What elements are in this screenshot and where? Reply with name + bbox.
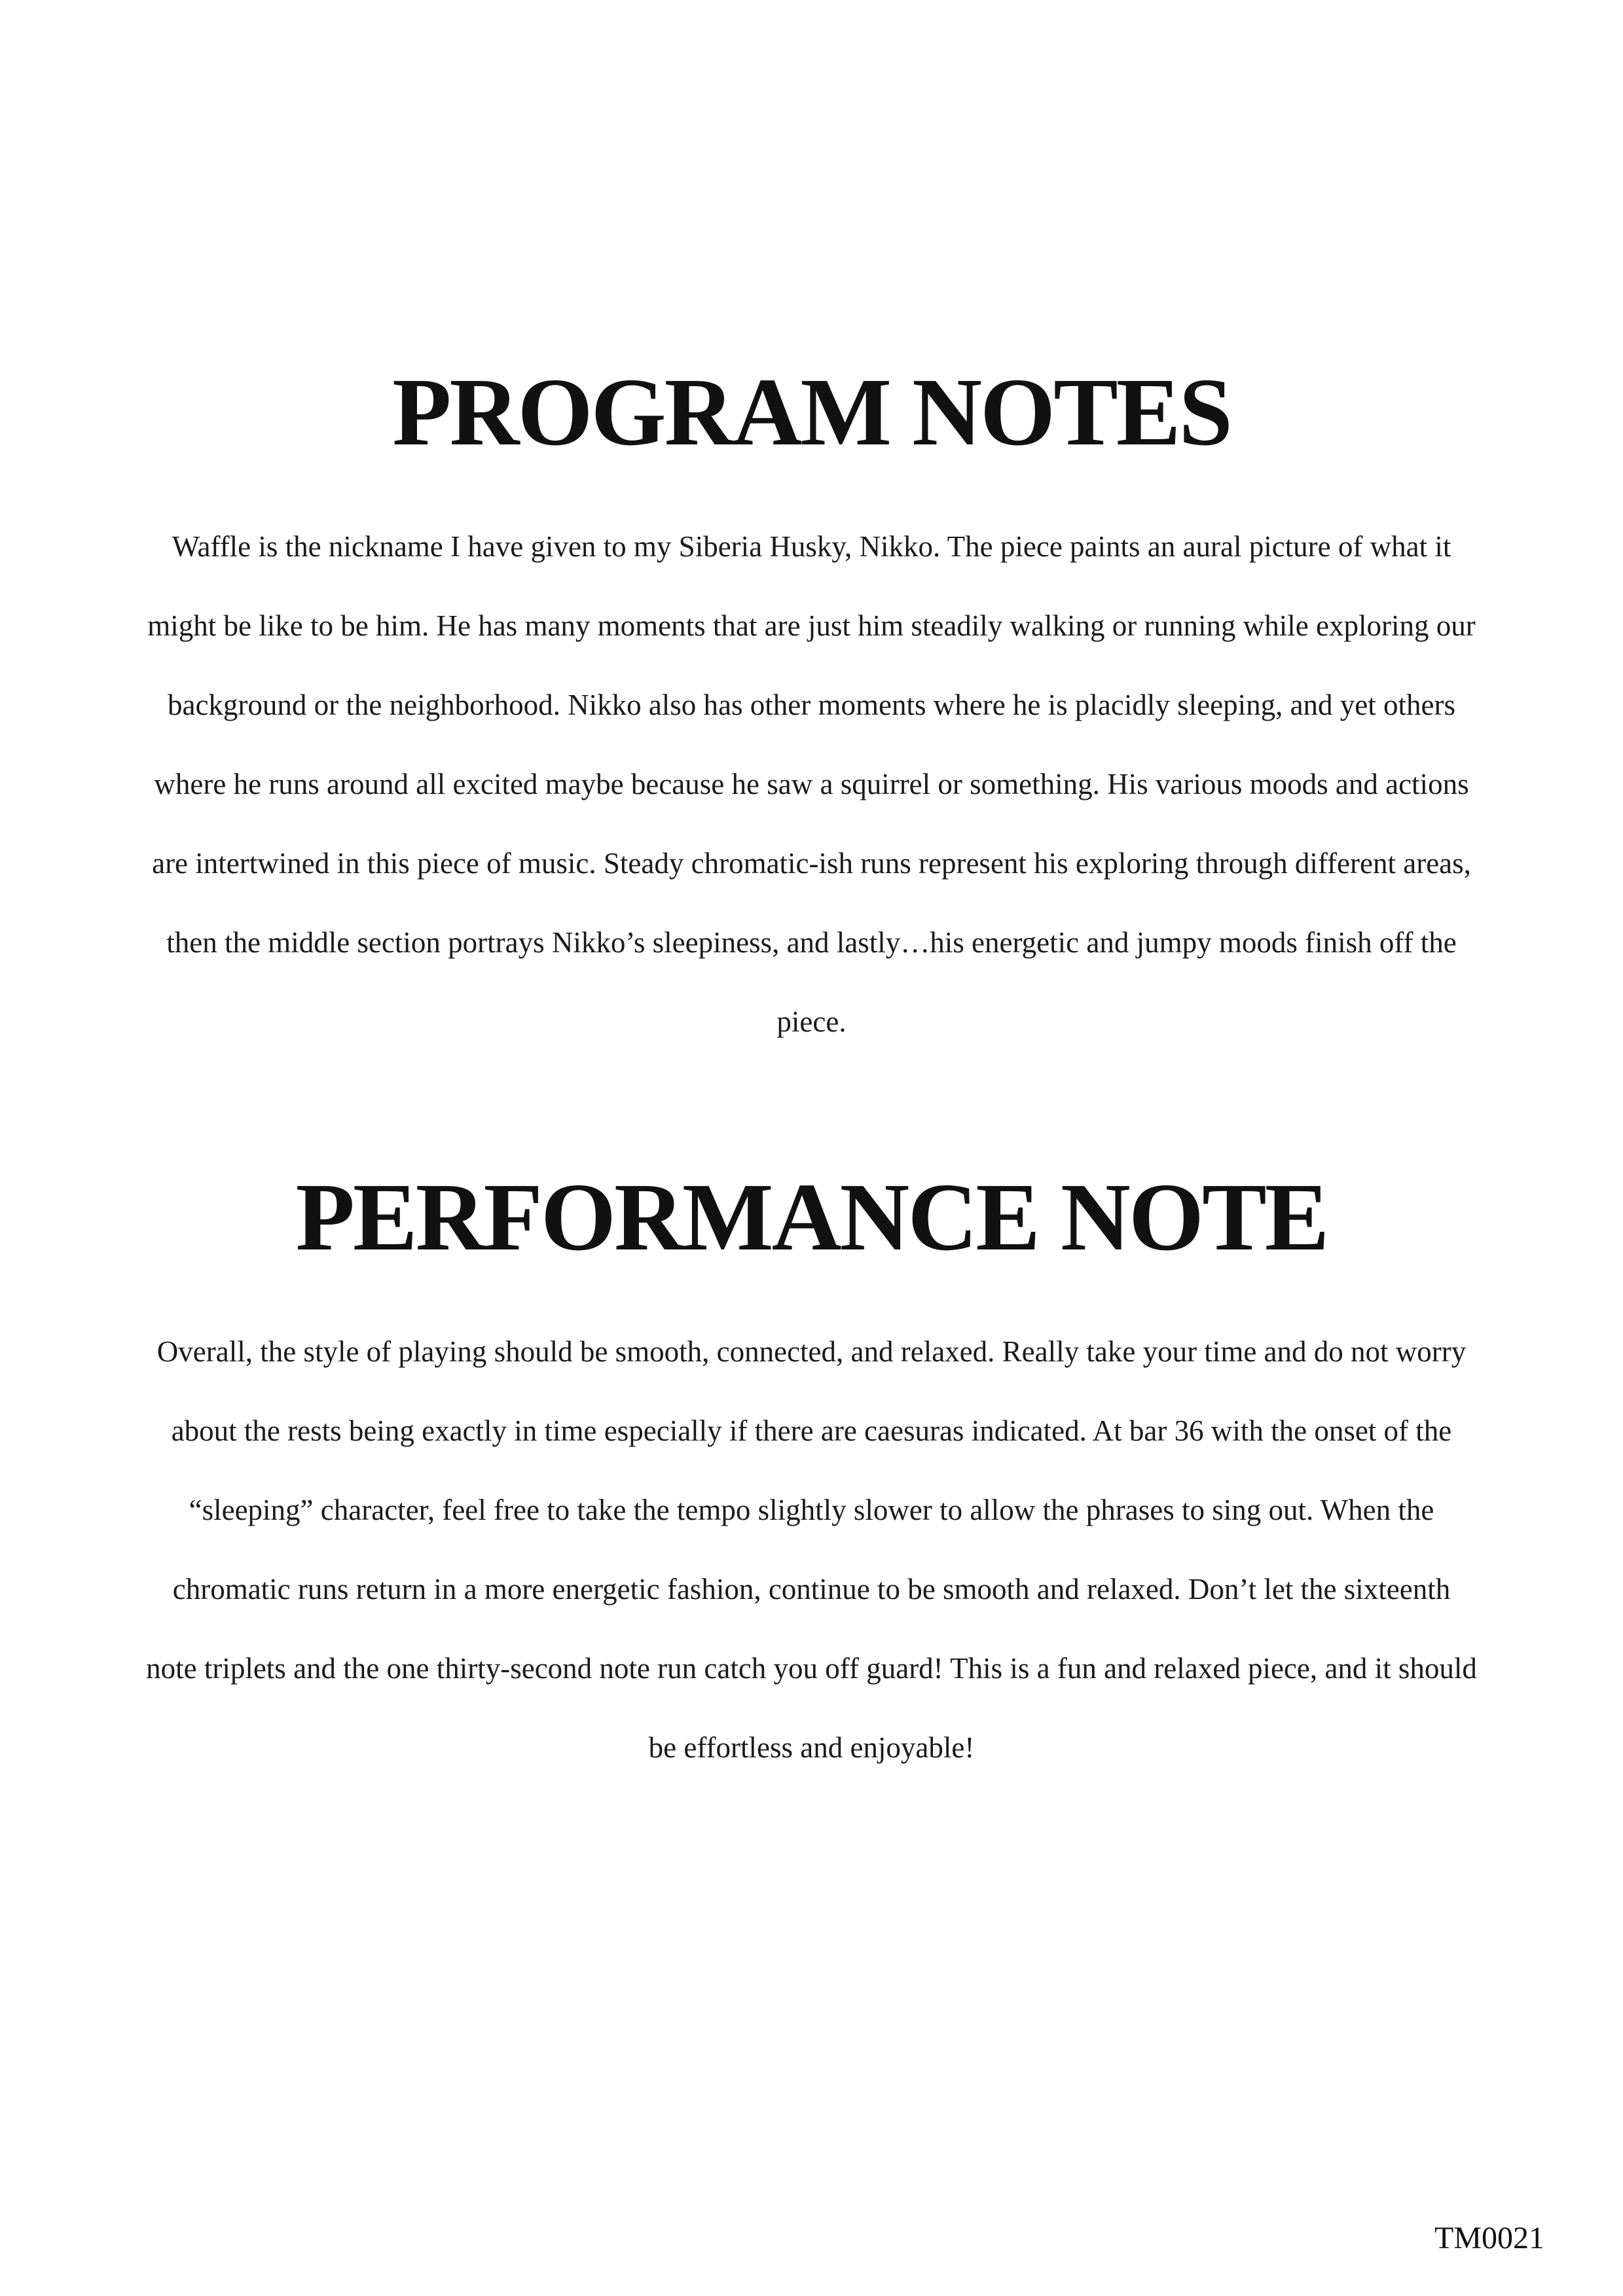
program-notes-line: piece. <box>776 1005 847 1038</box>
program-notes-heading: PROGRAM NOTES <box>392 359 1231 466</box>
performance-note-heading: PERFORMANCE NOTE <box>295 1164 1328 1271</box>
program-notes-line: background or the neighborhood. Nikko also has other moments where he is placidly sleeping, and yet others <box>167 689 1456 721</box>
performance-note-line: note triplets and the one thirty-second note run catch you off guard! This is a fun and relaxed piece, and it should <box>146 1652 1477 1685</box>
program-notes-line: Waffle is the nickname I have given to my Siberia Husky, Nikko. The piece paints an aural picture of what it <box>172 530 1451 563</box>
program-notes-line: where he runs around all excited maybe because he saw a squirrel or something. His various moods and actions <box>154 768 1469 800</box>
program-notes-line: are intertwined in this piece of music. Steady chromatic-ish runs represent his exploring through different areas, <box>152 847 1471 880</box>
performance-note-body <box>65 1332 1558 1807</box>
performance-note-line: “sleeping” character, feel free to take the tempo slightly slower to allow the phrases to sing out. When the <box>189 1494 1434 1526</box>
performance-note-line: Overall, the style of playing should be smooth, connected, and relaxed. Really take your time and do not worry <box>156 1335 1467 1368</box>
performance-note-line: chromatic runs return in a more energetic fashion, continue to be smooth and relaxed. Don’t let the sixteenth <box>172 1573 1451 1605</box>
page-code: TM0021 <box>1434 2221 1544 2255</box>
performance-note-line: about the rests being exactly in time especially if there are caesuras indicated. At bar 36 with the onset of the <box>171 1414 1452 1447</box>
program-notes-body <box>65 527 1558 1081</box>
program-notes-line: might be like to be him. He has many moments that are just him steadily walking or running while exploring our <box>147 609 1476 642</box>
program-notes-line: then the middle section portrays Nikko’s sleepiness, and lastly…his energetic and jumpy moods finish off the <box>166 926 1457 959</box>
performance-note-line: be effortless and enjoyable! <box>648 1731 975 1764</box>
